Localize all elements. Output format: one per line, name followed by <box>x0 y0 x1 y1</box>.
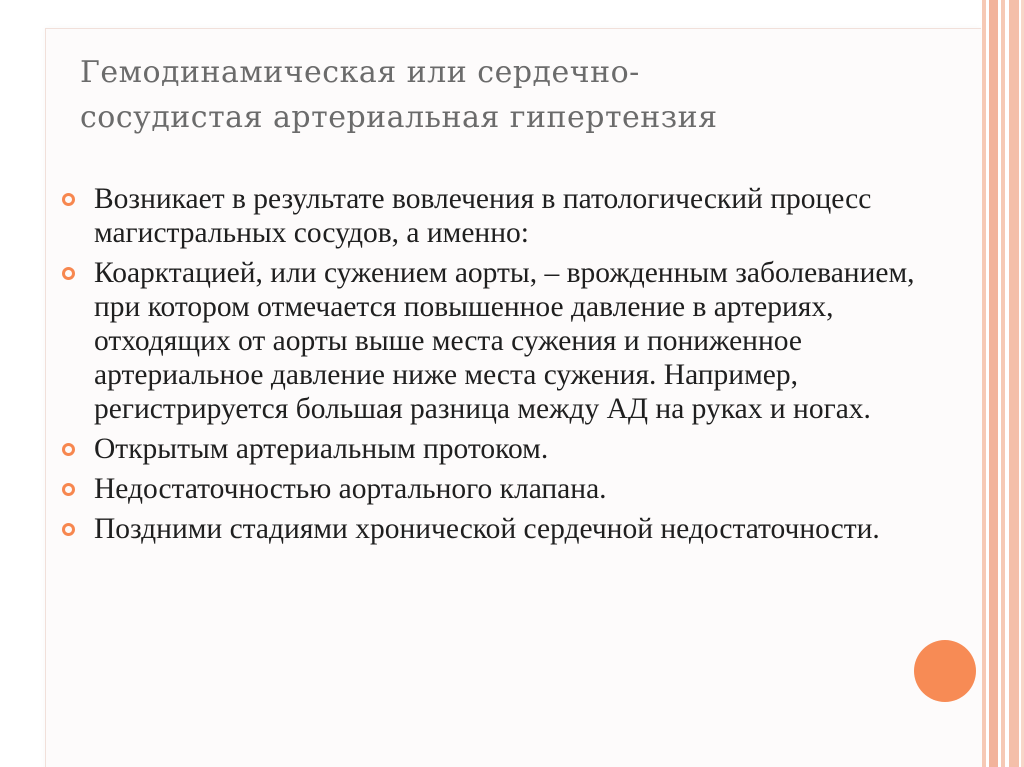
ring-bullet-icon <box>62 483 75 496</box>
decorative-stripe <box>1001 0 1005 767</box>
bullet-text: Поздними стадиями хронической сердечной недостаточности. <box>94 513 880 545</box>
bullet-item <box>62 256 942 426</box>
decorative-stripe <box>982 0 986 767</box>
slide-title <box>80 50 950 140</box>
decorative-stripe <box>1009 0 1019 767</box>
ring-bullet-icon <box>62 193 75 206</box>
ring-bullet-icon <box>62 443 75 456</box>
bullet-item <box>62 472 942 506</box>
decorative-stripe <box>989 0 998 767</box>
slide-title-line: Гемодинамическая или сердечно- <box>80 55 640 90</box>
bullet-text: Коарктацией, или сужением аорты, – врожденным заболеванием, при котором отмечается повышенное давление в артериях, отходящих от аорты выше места сужения и пониженное артериальное давление ниже места сужения. Например, регистрируется большая разница между АД на руках и ногах. <box>94 257 915 425</box>
slide-title-line: сосудистая артериальная гипертензия <box>80 100 718 135</box>
bullet-item <box>62 512 942 546</box>
bullet-text: Недостаточностью аортального клапана. <box>94 473 607 505</box>
bullet-item <box>62 182 942 250</box>
bullet-text: Открытым артериальным протоком. <box>94 433 549 465</box>
bullet-item <box>62 432 942 466</box>
bullet-list <box>62 182 942 552</box>
orange-circle-icon <box>914 640 976 702</box>
ring-bullet-icon <box>62 523 75 536</box>
bullet-text: Возникает в результате вовлечения в патологический процесс магистральных сосудов, а именно: <box>94 183 872 249</box>
ring-bullet-icon <box>62 267 75 280</box>
